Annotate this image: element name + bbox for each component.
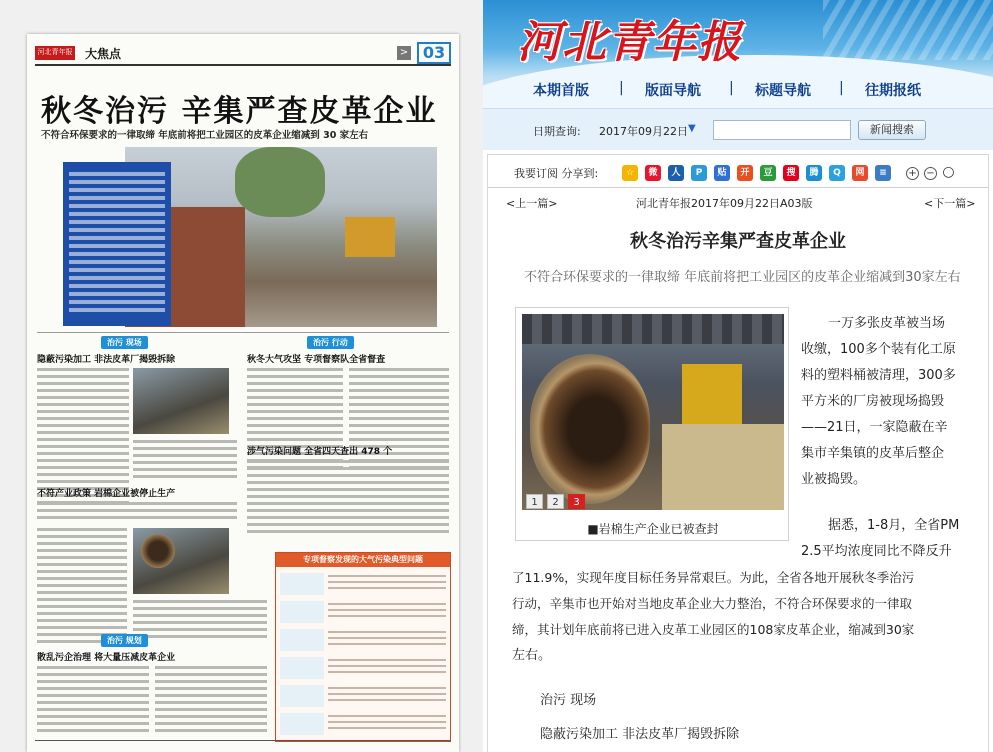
para-1-line: 业被捣毁。	[801, 472, 867, 487]
qzone-icon[interactable]: ☆	[622, 165, 638, 181]
page-header	[35, 42, 451, 66]
lead-photo[interactable]	[125, 147, 437, 327]
story-text	[247, 368, 343, 473]
section-name: 大焦点	[85, 47, 122, 61]
newspaper-viewer	[0, 0, 483, 752]
para-1-line: ——21日，一家隐蔽在辛	[801, 420, 948, 435]
more-icon[interactable]: ≡	[875, 165, 891, 181]
gallery-thumb-3[interactable]: 3	[568, 494, 585, 509]
qq-icon[interactable]: Q	[829, 165, 845, 181]
issue-info: 河北青年报2017年09月22日A03版	[636, 197, 813, 210]
story-head-3[interactable]: 不符产业政策 岩棉企业被停止生产	[37, 489, 176, 499]
story-photo[interactable]	[133, 528, 229, 594]
story-text	[247, 460, 449, 537]
share-bar	[488, 159, 988, 187]
nav-titles[interactable]: 标题导航	[755, 83, 811, 99]
para-2-line: 左右。	[512, 648, 552, 663]
douban-icon[interactable]: 豆	[760, 165, 776, 181]
para-1-line: 平方米的厂房被现场捣毁	[801, 394, 945, 409]
nav-front-page[interactable]: 本期首版	[533, 83, 589, 99]
zoom-out-icon[interactable]: −	[924, 167, 937, 180]
nav-separator: |	[619, 80, 624, 96]
renren-icon[interactable]: 人	[668, 165, 684, 181]
para-2-line: 缔，其计划年底前将已进入皮革工业园区的108家皮革企业，缩减到30家	[512, 622, 915, 637]
photo-caption: ■岩棉生产企业已被查封	[587, 522, 719, 536]
story-text	[155, 666, 267, 736]
section-tag: 治污 现场	[540, 693, 597, 708]
story-text	[349, 368, 449, 473]
tieba-icon[interactable]: 贴	[714, 165, 730, 181]
paper-headline[interactable]: 秋冬治污 辛集严查皮革企业	[41, 94, 438, 129]
search-input[interactable]	[713, 120, 851, 140]
kaixin-icon[interactable]: 开	[737, 165, 753, 181]
page-number: 03	[417, 42, 451, 64]
para-2-line: 行动，辛集市也开始对当地皮革企业大力整治，不符合环保要求的一律取	[512, 596, 913, 611]
story-text	[37, 666, 149, 736]
gallery-thumb-2[interactable]: 2	[547, 494, 564, 509]
story-text	[133, 440, 237, 482]
article-panel	[487, 154, 989, 752]
page-footer	[35, 740, 451, 743]
newspaper-page[interactable]	[27, 34, 459, 752]
tag-plan: 治污 规划	[101, 634, 148, 647]
chevron-down-icon[interactable]: ▼	[688, 123, 696, 134]
story-head-2[interactable]: 秋冬大气攻坚 专项督察队全省督查	[247, 355, 386, 365]
article-subtitle: 不符合环保要求的一律取缔 年底前将把工业园区的皮革企业缩减到30家左右	[524, 270, 961, 285]
date-bar	[483, 108, 993, 150]
next-article-link[interactable]: <下一篇>	[924, 197, 976, 210]
date-select[interactable]: 2017年09月22日	[599, 125, 688, 138]
story-head-4[interactable]: 涉气污染问题 全省四天查出 478 个	[247, 447, 393, 457]
share-label: 我要订阅 分享到:	[514, 167, 599, 180]
date-label: 日期查询:	[533, 125, 581, 138]
para-1-line: 一万多张皮革被当场	[828, 316, 946, 331]
weibo-icon[interactable]: 微	[645, 165, 661, 181]
search-button[interactable]: 新闻搜索	[858, 120, 926, 140]
zoom-in-icon[interactable]: +	[906, 167, 919, 180]
gallery-thumb-1[interactable]: 1	[526, 494, 543, 509]
tqq-icon[interactable]: 腾	[806, 165, 822, 181]
nav-archive[interactable]: 往期报纸	[865, 83, 921, 99]
photo-gallery	[515, 307, 789, 541]
article-photo[interactable]	[522, 314, 784, 510]
arrow-icon: >	[397, 46, 411, 60]
tag-scene: 治污 现场	[101, 336, 148, 349]
story-photo[interactable]	[133, 368, 229, 434]
para-2-line: 2.5平均浓度同比不降反升	[801, 544, 952, 559]
problems-box[interactable]	[275, 552, 451, 742]
para-1-line: 集市辛集镇的皮革后整企	[801, 446, 945, 461]
story-head-5[interactable]: 散乱污企治理 将大量压减皮革企业	[37, 653, 176, 663]
article-title: 秋冬治污辛集严查皮革企业	[630, 231, 846, 252]
story-text	[133, 600, 267, 642]
site-banner	[483, 0, 993, 108]
section-heading: 隐蔽污染加工 非法皮革厂揭毁拆除	[540, 727, 740, 742]
main-nav	[483, 76, 993, 102]
paper-subhead: 不符合环保要求的一律取缔 年底前将把工业园区的皮革企业缩减到 30 家左右	[41, 130, 369, 141]
story-text	[37, 528, 127, 647]
nav-separator: |	[839, 80, 844, 96]
problems-box-title: 专项督察发现的大气污染典型问题	[276, 553, 450, 567]
site-panel	[483, 0, 993, 752]
para-2-line: 了11.9%，实现年度目标任务异常艰巨。为此，全省各地开展秋冬季治污	[512, 570, 915, 585]
para-2-line: 据悉，1-8月，全省PM	[828, 518, 960, 533]
nav-separator: |	[729, 80, 734, 96]
pengyou-icon[interactable]: P	[691, 165, 707, 181]
paper-logo: 河北青年报	[35, 46, 75, 60]
netease-icon[interactable]: 网	[852, 165, 868, 181]
nav-layout[interactable]: 版面导航	[645, 83, 701, 99]
intro-box	[63, 162, 171, 326]
reset-icon[interactable]: ○	[942, 164, 955, 180]
site-logo[interactable]: 河北青年报	[517, 17, 742, 68]
sohu-icon[interactable]: 搜	[783, 165, 799, 181]
story-text	[37, 502, 237, 523]
tag-action: 治污 行动	[307, 336, 354, 349]
story-head-1[interactable]: 隐蔽污染加工 非法皮革厂揭毁拆除	[37, 355, 176, 365]
para-1-line: 料的塑料桶被清理，300多	[801, 368, 956, 383]
para-1-line: 收缴，100多个装有化工原	[801, 342, 956, 357]
prev-article-link[interactable]: <上一篇>	[506, 197, 558, 210]
